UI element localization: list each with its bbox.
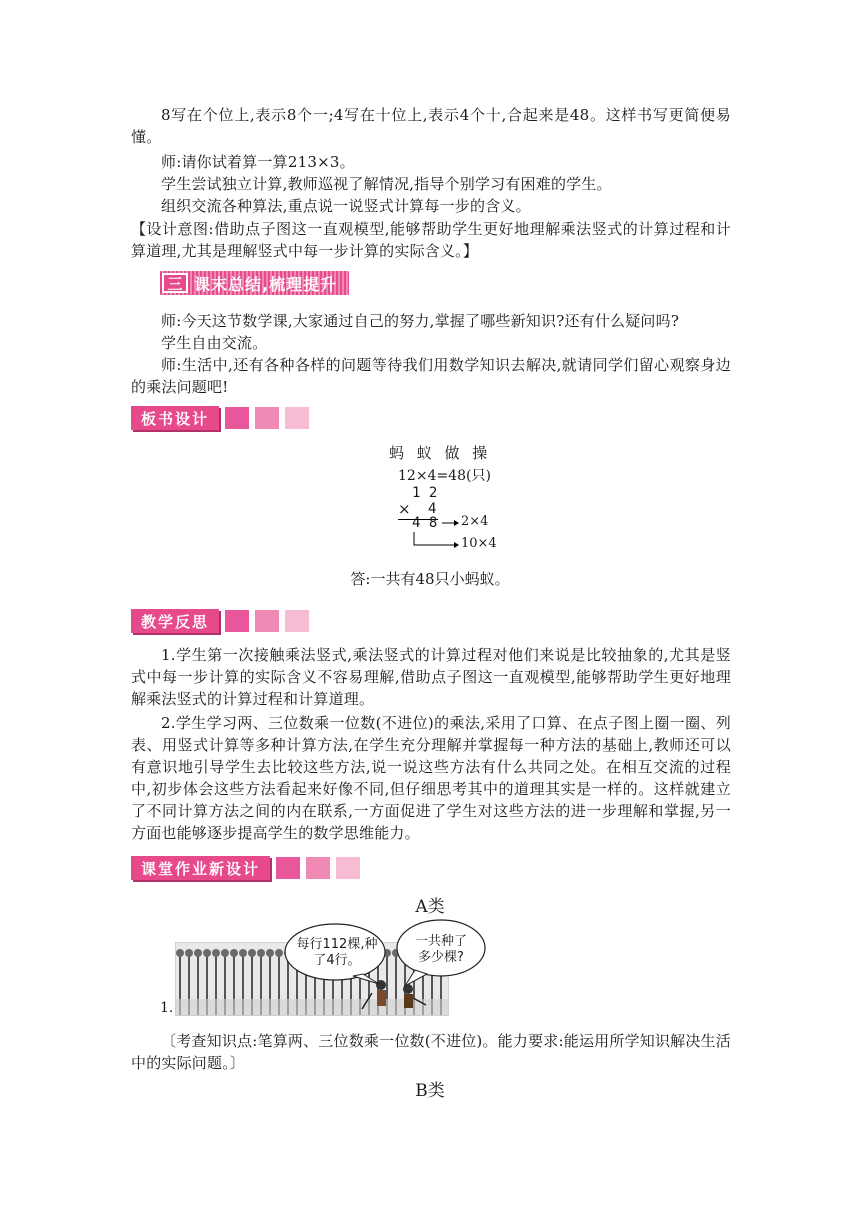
class-a-heading: A类 xyxy=(415,897,445,917)
reflection-header xyxy=(131,609,309,633)
bubble-1-text: 每行112棵,种了4行。 xyxy=(296,937,378,968)
paragraph-student-try: 学生尝试独立计算,教师巡视了解情况,指导个别学习有困难的学生。 xyxy=(161,175,612,193)
class-b-heading: B类 xyxy=(415,1081,445,1101)
homework-tag: 课堂作业新设计 xyxy=(131,856,270,880)
paragraph-closing: 师:生活中,还有各种各样的问题等待我们用数学知识去解决,就请同学们留心观察身边的乘法问题吧! xyxy=(131,356,731,396)
decor-square-1 xyxy=(225,610,249,632)
board-equation: 12×4=48(只) xyxy=(398,468,491,484)
reflection-paragraph-1: 1.学生第一次接触乘法竖式,乘法竖式的计算过程对他们来说是比较抽象的,尤其是竖式中每一步计算的实际含义不容易理解,借助点子图这一直观模型,能够帮助学生更好地理解乘法竖式的计算过程和计算道理。 xyxy=(131,646,731,708)
arrows-svg xyxy=(398,483,518,555)
top-digits: 1 2 xyxy=(412,485,438,501)
arrow-head-1 xyxy=(454,520,459,526)
vertical-multiplication xyxy=(398,483,518,555)
note-2x4: 2×4 xyxy=(461,514,489,529)
decor-square-2 xyxy=(255,610,279,632)
decor-square-3 xyxy=(285,407,309,429)
board-design-tag: 板书设计 xyxy=(131,406,219,430)
decor-square-3 xyxy=(285,610,309,632)
paragraph-free-talk: 学生自由交流。 xyxy=(161,334,268,352)
section-3-header xyxy=(160,270,349,296)
paragraph-summary-question: 师:今天这节数学课,大家通过自己的努力,掌握了哪些新知识?还有什么疑问吗? xyxy=(161,312,680,330)
reflection-paragraph-2: 2.学生学习两、三位数乘一位数(不进位)的乘法,采用了口算、在点子图上圈一圈、列表、用竖式计算等多种计算方法,在学生充分理解并掌握每一种方法的基础上,教师还可以有意识地引导学生去比较这些方法,说一说这些方法有什么共同之处。在相互交流的过程中,初步体会这些方法看起来好像不同,但仔细思考其中的道理其实是一样的。这样就建立了不同计算方法之间的内在联系,一方面促进了学生对这些方法的进一步理解和掌握,另一方面也能够逐步提高学生的数学思维能力。 xyxy=(131,714,731,842)
section-3-title: 课末总结,梳理提升 xyxy=(194,274,338,294)
decor-square-3 xyxy=(336,857,360,879)
decor-square-2 xyxy=(255,407,279,429)
bubble-1-tail xyxy=(353,974,379,984)
result-digits: 4 8 xyxy=(412,515,438,531)
section-3-bar xyxy=(160,271,349,295)
paragraph-design-intent: 【设计意图:借助点子图这一直观模型,能够帮助学生更好地理解乘法竖式的计算过程和计算道理,尤其是理解竖式中每一步计算的实际含义。】 xyxy=(131,220,731,260)
reflection-tag: 教学反思 xyxy=(131,609,219,633)
note-10x4: 10×4 xyxy=(461,536,497,551)
times-sign: × xyxy=(398,500,411,518)
multiplier: 4 xyxy=(428,501,437,517)
section-3-number: 三 xyxy=(162,273,188,293)
bubble-2-tail xyxy=(405,970,427,986)
arrow-head-2 xyxy=(454,542,459,548)
arrow-line-2 xyxy=(414,532,454,545)
board-answer: 答:一共有48只小蚂蚁。 xyxy=(350,570,510,588)
board-design-header xyxy=(131,406,309,430)
homework-header xyxy=(131,856,360,880)
decor-square-1 xyxy=(225,407,249,429)
decor-square-1 xyxy=(276,857,300,879)
paragraph-exchange: 组织交流各种算法,重点说一说竖式计算每一步的含义。 xyxy=(161,197,531,215)
paragraph-intro: 8写在个位上,表示8个一;4写在十位上,表示4个十,合起来是48。这样书写更简便易懂。 xyxy=(131,106,731,146)
board-title: 蚂 蚁 做 操 xyxy=(389,444,492,462)
bubble-2-text: 一共种了多少棵? xyxy=(414,934,467,965)
exercise-note: 〔考查知识点:笔算两、三位数乘一位数(不进位)。能力要求:能运用所学知识解决生活中的实际问题。〕 xyxy=(131,1032,731,1072)
exercise-number: 1. xyxy=(160,1000,174,1016)
decor-square-2 xyxy=(306,857,330,879)
paragraph-teacher-prompt: 师:请你试着算一算213×3。 xyxy=(161,153,355,171)
